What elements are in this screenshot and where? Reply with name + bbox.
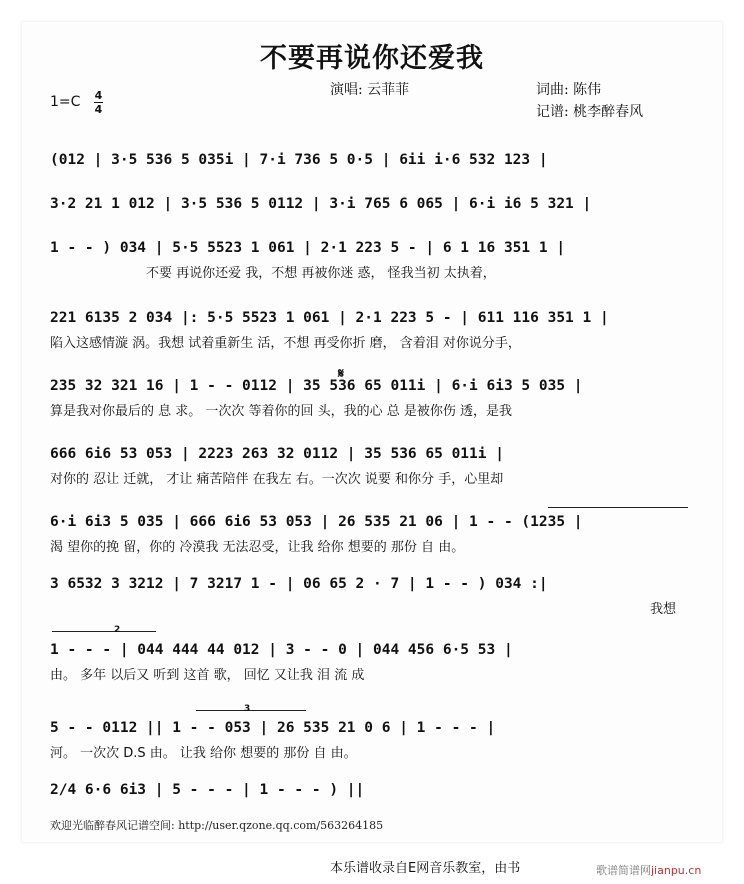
notation: 3 6532 3 3212 | 7 3217 1 - | 06 65 2 · 7 | 1 - - ) 034 :| bbox=[50, 576, 548, 592]
score-line-8 bbox=[50, 576, 690, 620]
notation: 666 6i6 53 053 | 2223 263 32 0112 | 35 536 65 011i | bbox=[50, 446, 504, 462]
notation: 1 - - - | 044 444 44 012 | 3 - - 0 | 044 456 6·5 53 | bbox=[50, 642, 513, 658]
segno-sign: 𝄋 bbox=[338, 366, 345, 382]
lyrics: 不要 再说你还爱 我，不想 再被你迷 惑， 怪我当初 太执着， bbox=[146, 266, 496, 281]
time-signature bbox=[94, 90, 103, 115]
score-line-4 bbox=[50, 310, 690, 354]
score-line-1 bbox=[50, 152, 690, 196]
key-signature: 1=C bbox=[50, 94, 81, 110]
score-line-7 bbox=[50, 514, 690, 558]
watermark-cn: 歌谱简谱网 bbox=[596, 864, 651, 877]
triplet-number: 3 bbox=[244, 704, 251, 714]
score-line-5 bbox=[50, 378, 690, 422]
score-line-2 bbox=[50, 196, 690, 240]
notation: 3·2 21 1 012 | 3·5 536 5 0112 | 3·i 765 6 065 | 6·i i6 5 321 | bbox=[50, 196, 592, 212]
score-line-9 bbox=[50, 642, 690, 686]
notation: 2/4 6·6 6i3 | 5 - - - | 1 - - - ) || bbox=[50, 782, 365, 798]
time-signature-bottom: 4 bbox=[94, 103, 103, 116]
triplet-line bbox=[196, 710, 306, 711]
singer-credit: 演唱: 云菲菲 bbox=[330, 82, 410, 98]
lyrics: 由。 多年 以后又 听到 这首 歌， 回忆 又让我 泪 流 成 bbox=[50, 668, 365, 683]
volta-bracket-line bbox=[548, 507, 688, 508]
watermark bbox=[596, 862, 701, 878]
lyrics: 河。 一次次 D.S 由。 让我 给你 想要的 那份 自 由。 bbox=[50, 746, 357, 761]
notation: 5 - - 0112 || 1 - - 053 | 26 535 21 0 6 | 1 - - - | bbox=[50, 720, 496, 736]
time-signature-top: 4 bbox=[94, 89, 103, 102]
notation: 235 32 321 16 | 1 - - 0112 | 35 536 65 011i | 6·i 6i3 5 035 | bbox=[50, 378, 583, 394]
transcriber-credit: 记谱: 桃李醉春风 bbox=[536, 104, 644, 120]
lyrics: 渴 望你的挽 留，你的 冷漠我 无法忍受，让我 给你 想要的 那份 自 由。 bbox=[50, 540, 465, 555]
score-page bbox=[22, 22, 722, 842]
lyrics: 陷入这感情漩 涡。我想 试着重新生 活，不想 再受你折 磨， 含着泪 对你说分手， bbox=[50, 336, 521, 351]
lyrics: 算是我对你最后的 息 求。 一次次 等着你的回 头，我的心 总 是被你伤 透，是我 bbox=[50, 404, 513, 419]
volta-2-line bbox=[52, 631, 156, 632]
score-line-3 bbox=[50, 240, 690, 284]
lyrics: 对你的 忍让 迁就， 才让 痛苦陪伴 在我左 右。一次次 说要 和你分 手，心里却 bbox=[50, 472, 504, 487]
watermark-url: jianpu.cn bbox=[651, 864, 702, 877]
volta-2-number: 2 bbox=[114, 625, 121, 635]
notation: (012 | 3·5 536 5 035i | 7·i 736 5 0·5 | 6ii i·6 532 123 | bbox=[50, 152, 548, 168]
footer-link-text: 欢迎光临醉春风记谱空间: http://user.qzone.qq.com/563264185 bbox=[50, 819, 384, 832]
notation: 1 - - ) 034 | 5·5 5523 1 061 | 2·1 223 5 - | 6 1 16 351 1 | bbox=[50, 240, 566, 256]
notation: 6·i 6i3 5 035 | 666 6i6 53 053 | 26 535 21 06 | 1 - - (1235 | bbox=[50, 514, 583, 530]
notation: 221 6135 2 034 |: 5·5 5523 1 061 | 2·1 223 5 - | 611 116 351 1 | bbox=[50, 310, 609, 326]
score-line-6 bbox=[50, 446, 690, 490]
score-line-10 bbox=[50, 720, 690, 764]
song-title: 不要再说你还爱我 bbox=[260, 43, 484, 74]
composer-credit: 词曲: 陈伟 bbox=[536, 82, 602, 98]
lyrics: 我想 bbox=[650, 602, 677, 617]
source-credit: 本乐谱收录自E网音乐教室，由书 bbox=[330, 861, 521, 876]
